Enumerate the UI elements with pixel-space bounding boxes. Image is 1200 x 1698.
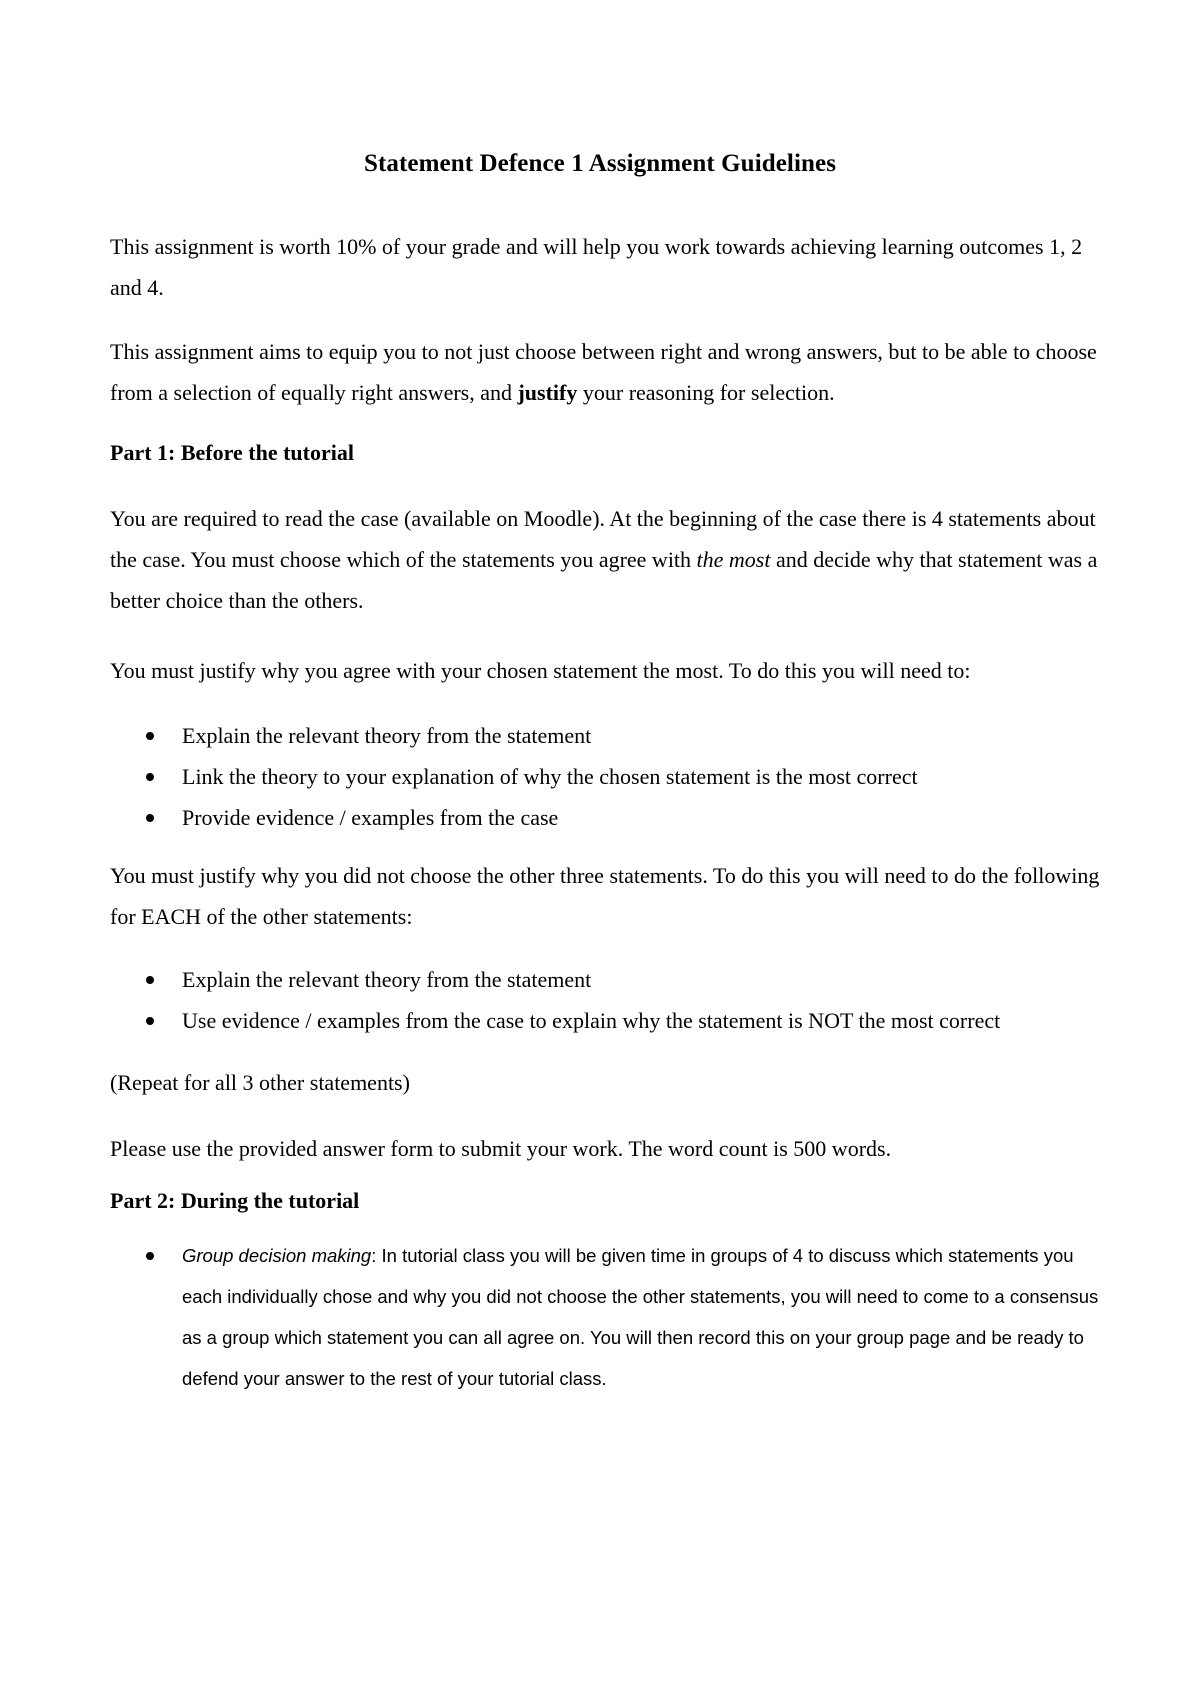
intro-paragraph-1: This assignment is worth 10% of your grade and will help you work towards achieving learning outcomes 1, 2 and 4. (110, 234, 1083, 300)
part1-heading: Part 1: Before the tutorial (110, 440, 354, 465)
part1-p1-text-after: and decide why that statement was a better choice than the others. (110, 547, 1098, 613)
list-item-text: Provide evidence / examples from the case (182, 805, 559, 830)
part2-list (110, 1235, 1110, 1399)
part1-paragraph-3: You must justify why you did not choose the other three statements. To do this you will need to do the following for EACH of the other statements: (110, 863, 1100, 929)
bullet-icon (146, 773, 154, 781)
list-item-text: Use evidence / examples from the case to explain why the statement is NOT the most correct (182, 1008, 1001, 1033)
intro-paragraph-2 (110, 331, 1110, 413)
bullet-icon (146, 976, 154, 984)
other-statements-list (110, 959, 1110, 1041)
group-decision-label: Group decision making (182, 1245, 372, 1266)
group-decision-text: : In tutorial class you will be given time in groups of 4 to discuss which statements you each individually chose and why you did not choose the other statements, you will need to come to a consensus as a group which statement you can all agree on. You will then record this on your group page and be ready to defend your answer to the rest of your tutorial class. (182, 1245, 1099, 1389)
list-item-text: Link the theory to your explanation of why the chosen statement is the most correct (182, 764, 918, 789)
list-item-text: Explain the relevant theory from the statement (182, 723, 592, 748)
list-item (110, 797, 1110, 838)
list-item (110, 1000, 1110, 1041)
part1-paragraph-1 (110, 498, 1110, 621)
list-item-text: Explain the relevant theory from the statement (182, 967, 592, 992)
part1-p1-italic: the most (696, 547, 771, 572)
bullet-icon (146, 814, 154, 822)
intro-2-bold-word: justify (517, 380, 578, 405)
intro-2-text-after: your reasoning for selection. (577, 380, 835, 405)
bullet-icon (146, 1252, 154, 1260)
repeat-note: (Repeat for all 3 other statements) (110, 1070, 410, 1095)
page-title: Statement Defence 1 Assignment Guidelines (363, 150, 837, 177)
part1-paragraph-2: You must justify why you agree with your chosen statement the most. To do this you will need to: (110, 658, 971, 683)
list-item (110, 959, 1110, 1000)
list-item (110, 1235, 1110, 1399)
part1-p1-text-before: You are required to read the case (available on Moodle). At the beginning of the case there is 4 statements about the case. You must choose which of the statements you agree with (110, 506, 1096, 572)
bullet-icon (146, 1017, 154, 1025)
bullet-icon (146, 732, 154, 740)
intro-2-text-before: This assignment aims to equip you to not just choose between right and wrong answers, but to be able to choose from a selection of equally right answers, and (110, 339, 1097, 405)
part2-heading: Part 2: During the tutorial (110, 1188, 360, 1213)
list-item (110, 715, 1110, 756)
list-item (110, 756, 1110, 797)
submit-note: Please use the provided answer form to submit your work. The word count is 500 words. (110, 1136, 892, 1161)
chosen-statement-list (110, 715, 1110, 838)
